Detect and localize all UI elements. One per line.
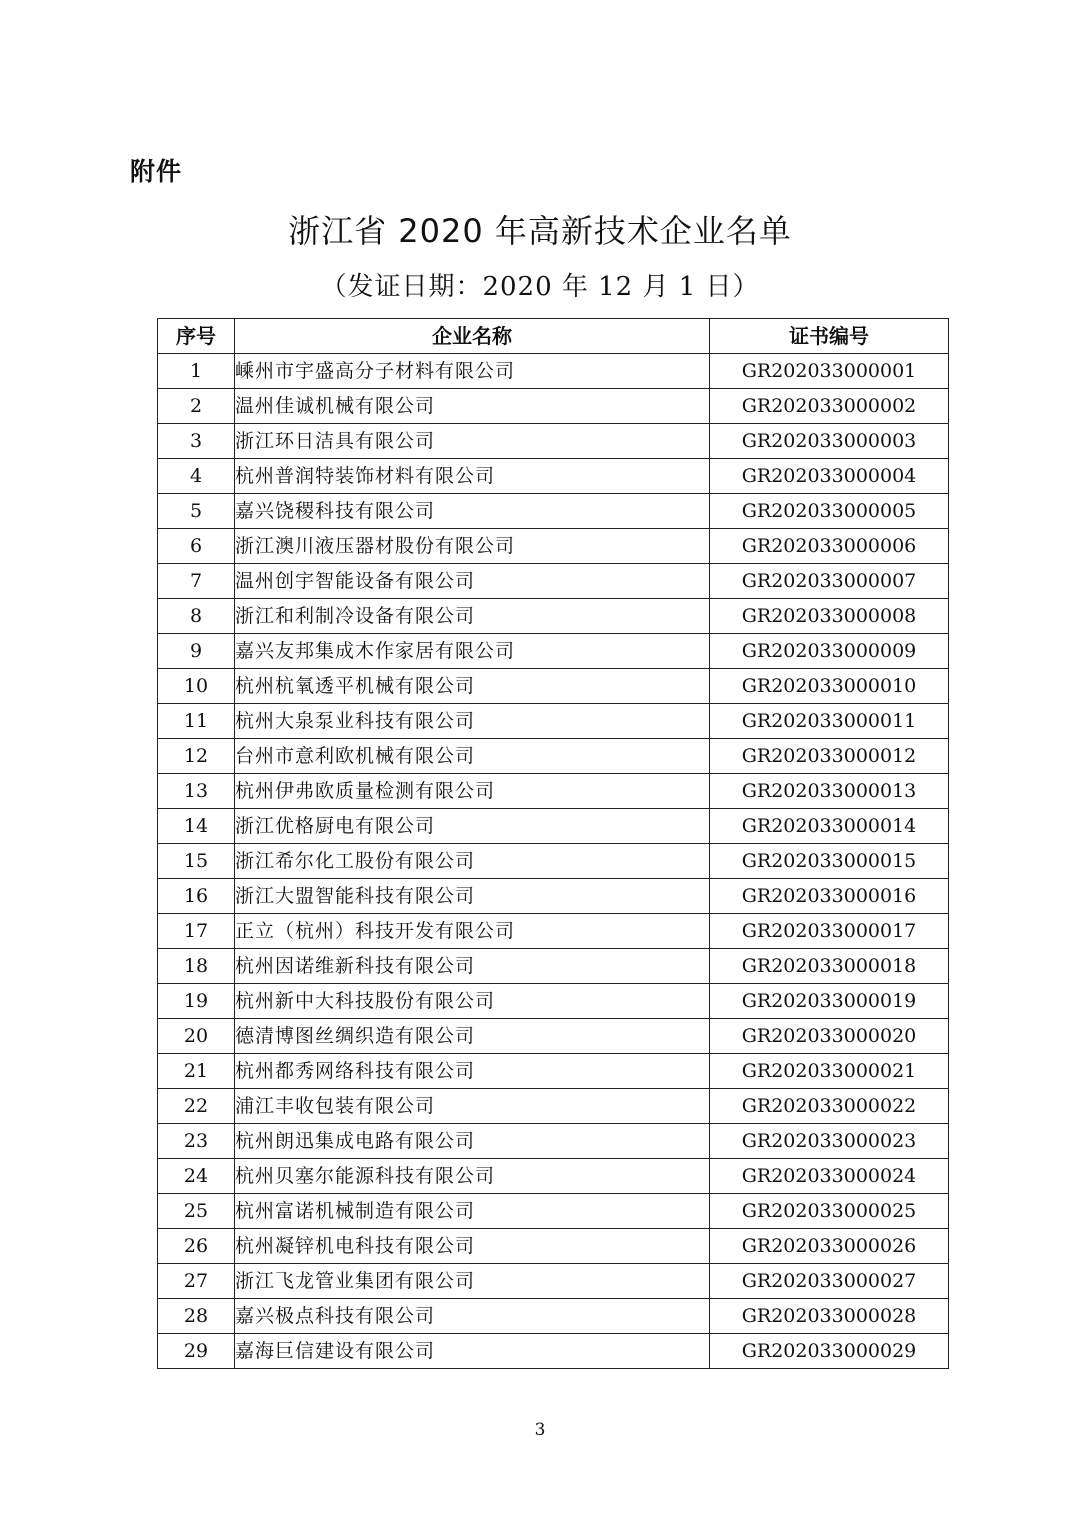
row-name-cell: 浙江希尔化工股份有限公司	[235, 844, 710, 879]
row-cert-cell: GR202033000001	[710, 354, 949, 389]
table-row	[158, 669, 949, 704]
page-number: 3	[534, 1420, 546, 1440]
row-seq-cell: 16	[158, 879, 235, 914]
row-name-cell: 杭州杭氧透平机械有限公司	[235, 669, 710, 704]
table-row	[158, 634, 949, 669]
row-name-cell: 嘉兴饶稷科技有限公司	[235, 494, 710, 529]
row-seq-cell: 1	[158, 354, 235, 389]
row-cert-cell: GR202033000016	[710, 879, 949, 914]
row-cert-cell: GR202033000006	[710, 529, 949, 564]
row-cert-cell: GR202033000015	[710, 844, 949, 879]
row-cert-cell: GR202033000004	[710, 459, 949, 494]
row-seq-cell: 15	[158, 844, 235, 879]
row-seq-cell: 11	[158, 704, 235, 739]
row-seq-cell: 8	[158, 599, 235, 634]
row-seq-cell: 12	[158, 739, 235, 774]
row-name-cell: 浦江丰收包装有限公司	[235, 1089, 710, 1124]
table-row	[158, 459, 949, 494]
table-row	[158, 564, 949, 599]
header-seq: 序号	[158, 319, 235, 354]
row-name-cell: 嘉海巨信建设有限公司	[235, 1334, 710, 1369]
row-cert-cell: GR202033000028	[710, 1299, 949, 1334]
table-row	[158, 1124, 949, 1159]
row-cert-cell: GR202033000020	[710, 1019, 949, 1054]
row-cert-cell: GR202033000021	[710, 1054, 949, 1089]
table-row	[158, 1159, 949, 1194]
row-name-cell: 杭州大泉泵业科技有限公司	[235, 704, 710, 739]
row-seq-cell: 13	[158, 774, 235, 809]
row-seq-cell: 6	[158, 529, 235, 564]
row-seq-cell: 27	[158, 1264, 235, 1299]
table-row	[158, 1229, 949, 1264]
table-row	[158, 949, 949, 984]
row-cert-cell: GR202033000018	[710, 949, 949, 984]
row-name-cell: 浙江澳川液压器材股份有限公司	[235, 529, 710, 564]
row-name-cell: 杭州朗迅集成电路有限公司	[235, 1124, 710, 1159]
table-row	[158, 774, 949, 809]
row-name-cell: 浙江飞龙管业集团有限公司	[235, 1264, 710, 1299]
row-seq-cell: 3	[158, 424, 235, 459]
row-name-cell: 温州佳诚机械有限公司	[235, 389, 710, 424]
table-row	[158, 704, 949, 739]
row-name-cell: 温州创宇智能设备有限公司	[235, 564, 710, 599]
row-name-cell: 杭州富诺机械制造有限公司	[235, 1194, 710, 1229]
row-seq-cell: 19	[158, 984, 235, 1019]
row-seq-cell: 17	[158, 914, 235, 949]
row-cert-cell: GR202033000010	[710, 669, 949, 704]
attachment-label: 附件	[130, 157, 183, 186]
row-cert-cell: GR202033000027	[710, 1264, 949, 1299]
row-seq-cell: 14	[158, 809, 235, 844]
row-seq-cell: 22	[158, 1089, 235, 1124]
row-name-cell: 浙江环日洁具有限公司	[235, 424, 710, 459]
row-name-cell: 嘉兴极点科技有限公司	[235, 1299, 710, 1334]
table-body	[158, 354, 949, 1369]
table-row	[158, 424, 949, 459]
table-row	[158, 844, 949, 879]
row-name-cell: 台州市意利欧机械有限公司	[235, 739, 710, 774]
table-row	[158, 914, 949, 949]
table-row	[158, 1334, 949, 1369]
row-seq-cell: 29	[158, 1334, 235, 1369]
row-seq-cell: 24	[158, 1159, 235, 1194]
row-name-cell: 杭州普润特装饰材料有限公司	[235, 459, 710, 494]
row-name-cell: 正立（杭州）科技开发有限公司	[235, 914, 710, 949]
row-cert-cell: GR202033000002	[710, 389, 949, 424]
row-name-cell: 杭州都秀网络科技有限公司	[235, 1054, 710, 1089]
row-name-cell: 嵊州市宇盛高分子材料有限公司	[235, 354, 710, 389]
enterprise-table	[157, 318, 949, 1369]
row-cert-cell: GR202033000008	[710, 599, 949, 634]
row-name-cell: 杭州凝锌机电科技有限公司	[235, 1229, 710, 1264]
row-cert-cell: GR202033000011	[710, 704, 949, 739]
row-seq-cell: 9	[158, 634, 235, 669]
row-name-cell: 德清博图丝绸织造有限公司	[235, 1019, 710, 1054]
row-name-cell: 杭州新中大科技股份有限公司	[235, 984, 710, 1019]
row-cert-cell: GR202033000013	[710, 774, 949, 809]
row-seq-cell: 28	[158, 1299, 235, 1334]
row-name-cell: 浙江优格厨电有限公司	[235, 809, 710, 844]
row-cert-cell: GR202033000005	[710, 494, 949, 529]
header-name: 企业名称	[235, 319, 710, 354]
row-seq-cell: 25	[158, 1194, 235, 1229]
table-row	[158, 1299, 949, 1334]
row-cert-cell: GR202033000003	[710, 424, 949, 459]
row-cert-cell: GR202033000019	[710, 984, 949, 1019]
table-row	[158, 984, 949, 1019]
table-row	[158, 1089, 949, 1124]
row-name-cell: 杭州因诺维新科技有限公司	[235, 949, 710, 984]
table-row	[158, 739, 949, 774]
row-cert-cell: GR202033000029	[710, 1334, 949, 1369]
row-name-cell: 杭州贝塞尔能源科技有限公司	[235, 1159, 710, 1194]
row-cert-cell: GR202033000009	[710, 634, 949, 669]
row-seq-cell: 10	[158, 669, 235, 704]
row-cert-cell: GR202033000024	[710, 1159, 949, 1194]
table-row	[158, 494, 949, 529]
row-cert-cell: GR202033000014	[710, 809, 949, 844]
table-row	[158, 354, 949, 389]
row-seq-cell: 23	[158, 1124, 235, 1159]
row-seq-cell: 5	[158, 494, 235, 529]
row-seq-cell: 26	[158, 1229, 235, 1264]
table-row	[158, 809, 949, 844]
row-seq-cell: 7	[158, 564, 235, 599]
row-cert-cell: GR202033000022	[710, 1089, 949, 1124]
row-seq-cell: 18	[158, 949, 235, 984]
row-seq-cell: 2	[158, 389, 235, 424]
row-name-cell: 杭州伊弗欧质量检测有限公司	[235, 774, 710, 809]
table-row	[158, 599, 949, 634]
row-cert-cell: GR202033000025	[710, 1194, 949, 1229]
row-name-cell: 浙江大盟智能科技有限公司	[235, 879, 710, 914]
table-row	[158, 389, 949, 424]
document-title: 浙江省 2020 年高新技术企业名单	[288, 212, 792, 250]
row-name-cell: 嘉兴友邦集成木作家居有限公司	[235, 634, 710, 669]
row-cert-cell: GR202033000007	[710, 564, 949, 599]
row-cert-cell: GR202033000026	[710, 1229, 949, 1264]
table-row	[158, 1019, 949, 1054]
table-row	[158, 879, 949, 914]
table-row	[158, 1194, 949, 1229]
row-cert-cell: GR202033000023	[710, 1124, 949, 1159]
row-seq-cell: 21	[158, 1054, 235, 1089]
row-cert-cell: GR202033000017	[710, 914, 949, 949]
table-row	[158, 1054, 949, 1089]
header-cert: 证书编号	[710, 319, 949, 354]
table-row	[158, 1264, 949, 1299]
row-cert-cell: GR202033000012	[710, 739, 949, 774]
row-seq-cell: 20	[158, 1019, 235, 1054]
table-header-row	[158, 319, 949, 354]
document-subtitle: （发证日期：2020 年 12 月 1 日）	[320, 272, 760, 302]
row-seq-cell: 4	[158, 459, 235, 494]
table-row	[158, 529, 949, 564]
row-name-cell: 浙江和利制冷设备有限公司	[235, 599, 710, 634]
